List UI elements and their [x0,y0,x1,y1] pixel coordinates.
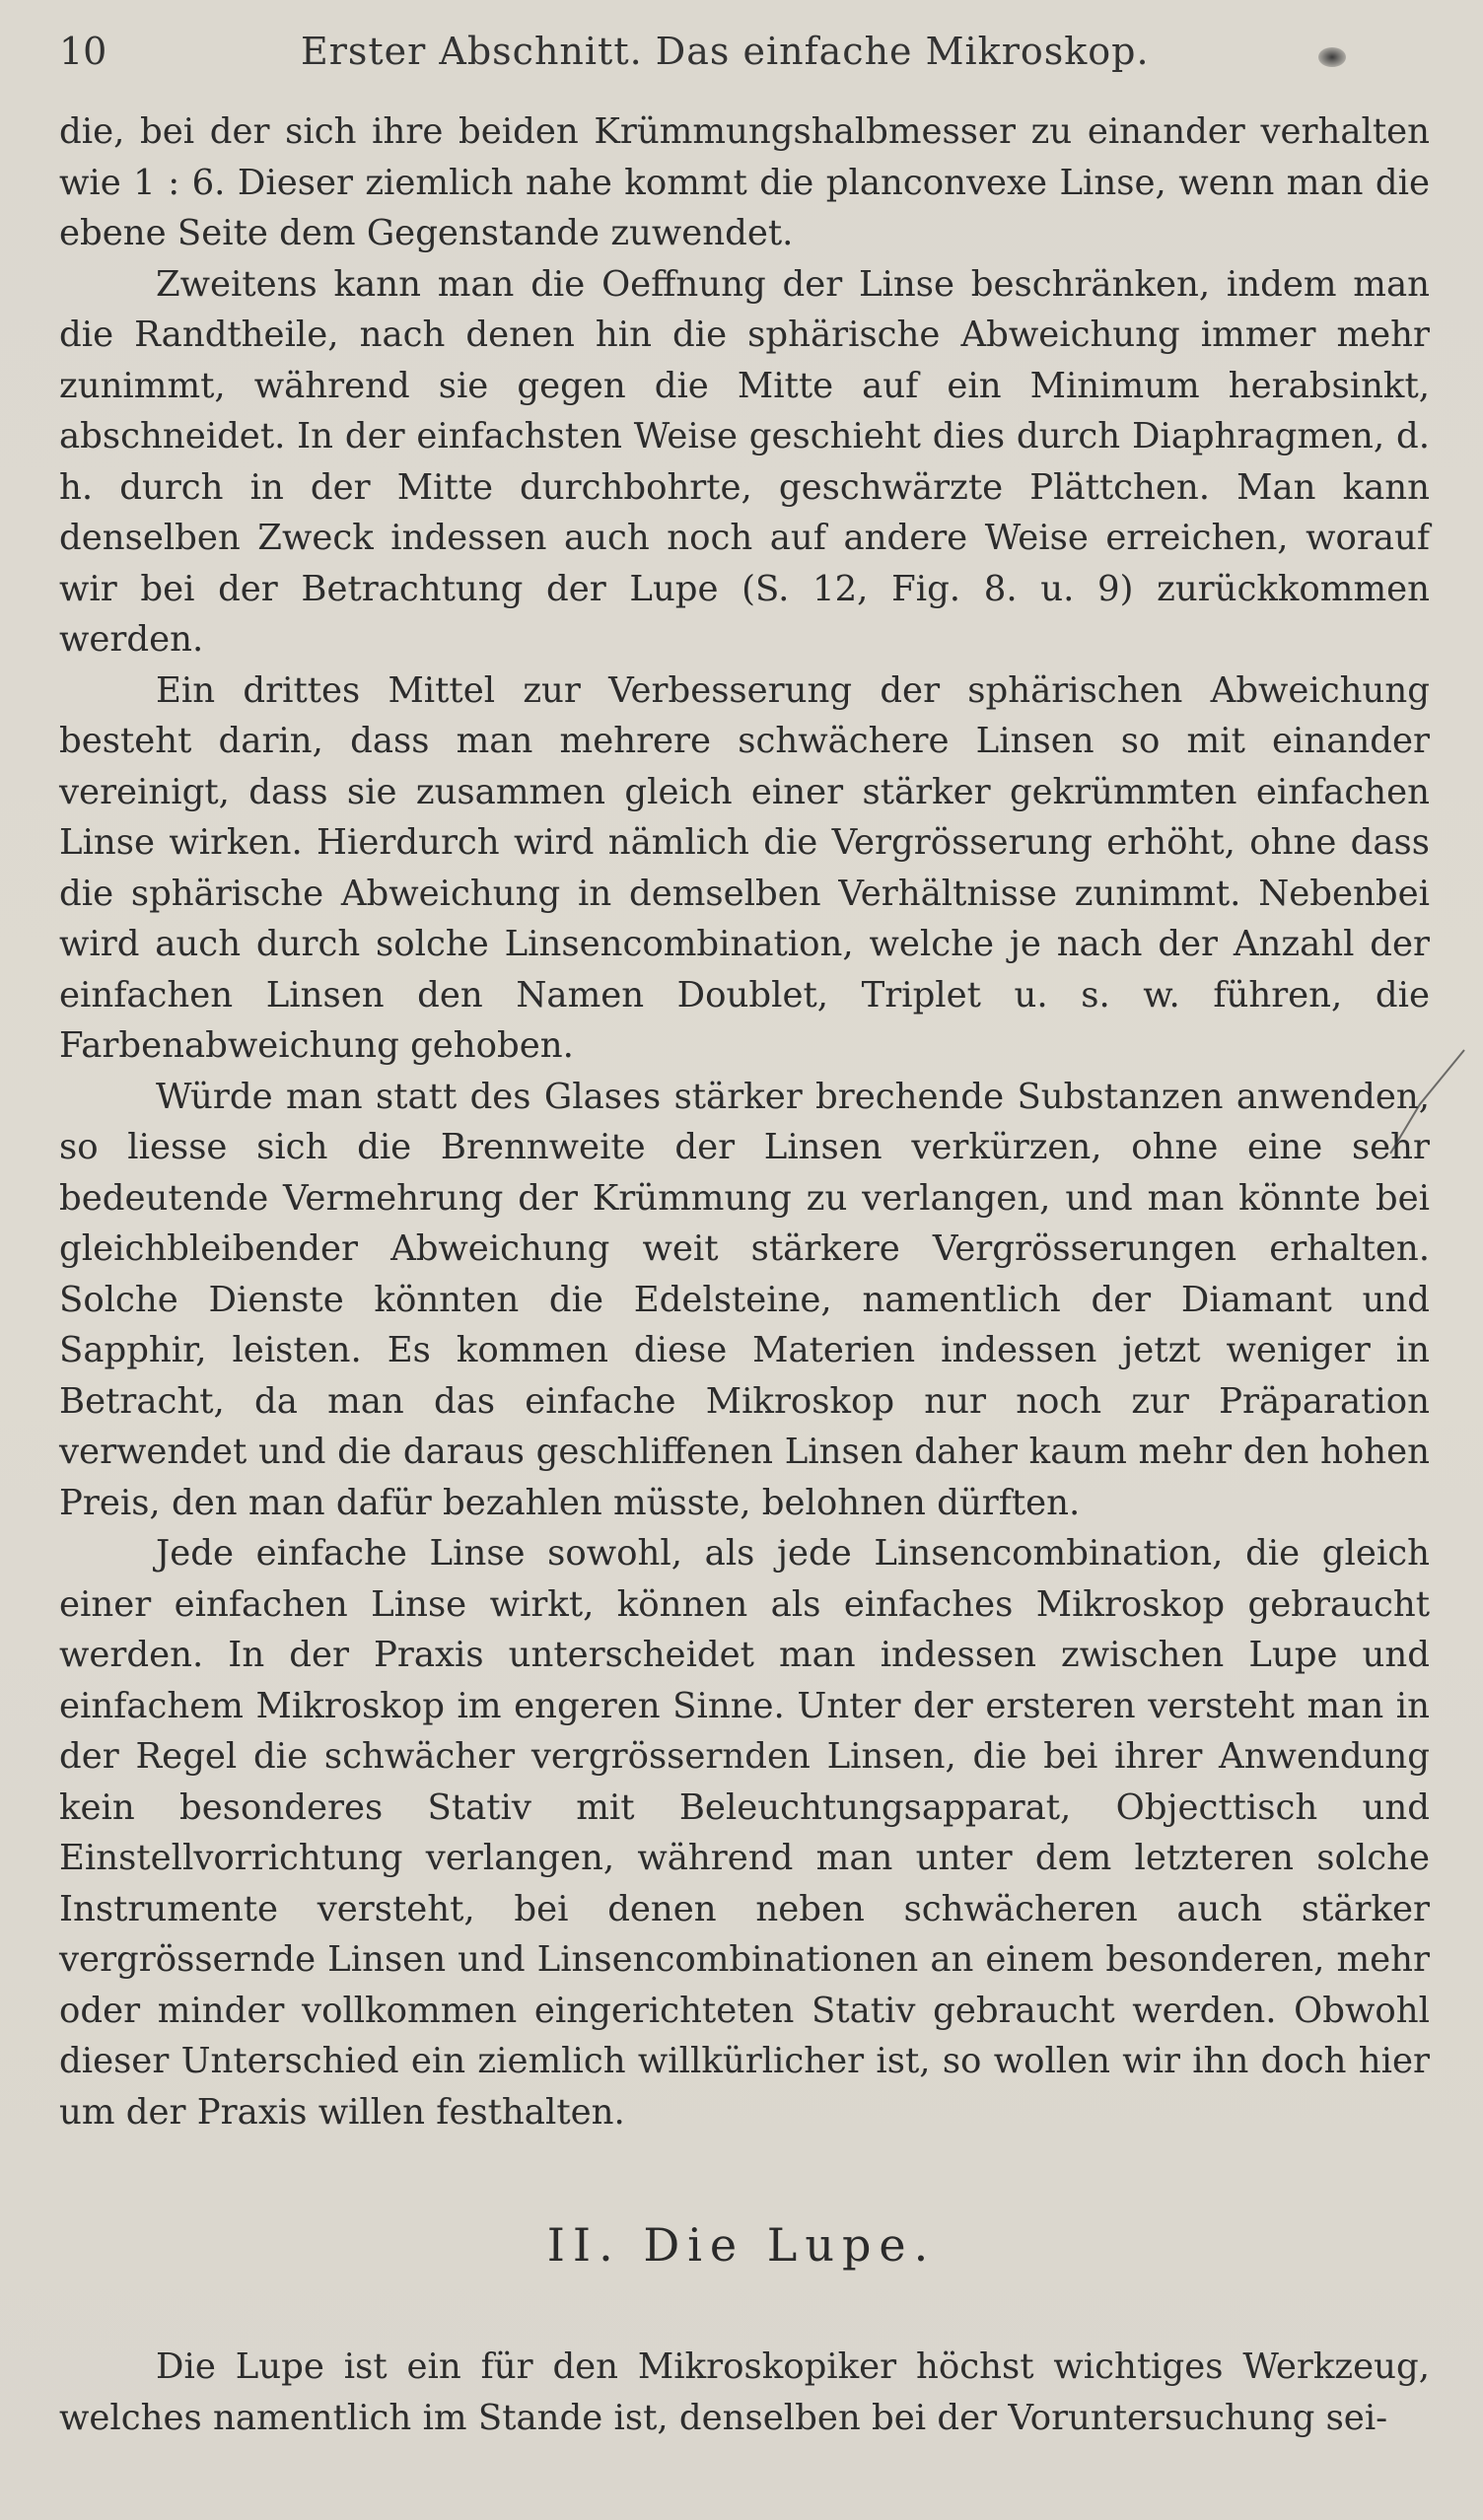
body-text [59,106,1430,2137]
final-text [59,2342,1430,2443]
paragraph: Jede einfache Linse sowohl, als jede Linsencombination, die gleich einer einfachen Linse wirkt, können als einfaches Mikroskop gebraucht werden. In der Praxis unterscheidet man indessen zwischen Lupe und einfachem Mikroskop im engeren Sinne. Unter der ersteren versteht man in der Regel die schwächer vergrössernden Linsen, die bei ihrer Anwendung kein besonderes Stativ mit Beleuchtungsapparat, Objecttisch und Einstellvorrichtung verlangen, während man unter dem letzteren solche Instrumente versteht, bei denen neben schwächeren auch stärker vergrössernde Linsen und Linsencombinationen an einem besonderen, mehr oder minder vollkommen eingerichteten Stativ gebraucht werden. Obwohl dieser Unterschied ein ziemlich willkürlicher ist, so wollen wir ihn doch hier um der Praxis willen festhalten. [59,1533,1430,2133]
paragraph: die, bei der sich ihre beiden Krümmungshalbmesser zu einander verhalten wie 1 : 6. Dieser ziemlich nahe kommt die planconvexe Linse, wenn man die ebene Seite dem Gegenstande zuwendet. [59,111,1430,253]
paragraph: Zweitens kann man die Oeffnung der Linse beschränken, indem man die Randtheile, nach denen hin die sphärische Abweichung immer mehr zunimmt, während sie gegen die Mitte auf ein Minimum herabsinkt, abschneidet. In der einfachsten Weise geschieht dies durch Diaphragmen, d. h. durch in der Mitte durchbohrte, geschwärzte Plättchen. Man kann denselben Zweck indessen auch noch auf andere Weise erreichen, worauf wir bei der Betrachtung der Lupe (S. 12, Fig. 8. u. 9) zurückkommen werden. [59,263,1430,660]
page-number: 10 [59,30,107,73]
pencil-annotation-mark [1380,1045,1469,1163]
paragraph: Würde man statt des Glases stärker brechende Substanzen anwenden, so liesse sich die Brennweite der Linsen verkürzen, ohne eine sehr bedeutende Vermehrung der Krümmung zu verlangen, und man könnte bei gleichbleibender Abweichung weit stärkere Vergrösserungen erhalten. Solche Dienste könnten die Edelsteine, namentlich der Diamant und Sapphir, leisten. Es kommen diese Materien indessen jetzt weniger in Betracht, da man das einfache Mikroskop nur noch zur Präparation verwendet und die daraus geschliffenen Linsen daher kaum mehr den hohen Preis, den man dafür bezahlen müsste, belohnen dürften. [59,1076,1430,1523]
page-header [59,30,1430,89]
running-title: Erster Abschnitt. Das einfache Mikroskop. [301,30,1150,73]
paragraph: Ein drittes Mittel zur Verbesserung der sphärischen Abweichung besteht darin, dass man mehrere schwächere Linsen so mit einander vereinigt, dass sie zusammen gleich einer stärker gekrümmten einfachen Linse wirken. Hierdurch wird nämlich die Vergrösserung erhöht, ohne dass die sphärische Abweichung in demselben Verhältnisse zunimmt. Nebenbei wird auch durch solche Linsencombination, welche je nach der Anzahl der einfachen Linsen den Namen Doublet, Triplet u. s. w. führen, die Farbenabweichung gehoben. [59,669,1430,1066]
paragraph: Die Lupe ist ein für den Mikroskopiker höchst wichtiges Werkzeug, welches namentlich im Stande ist, denselben bei der Voruntersuchung sei- [59,2346,1430,2438]
section-heading: II. Die Lupe. [546,2218,937,2272]
ink-smudge [1318,47,1346,67]
